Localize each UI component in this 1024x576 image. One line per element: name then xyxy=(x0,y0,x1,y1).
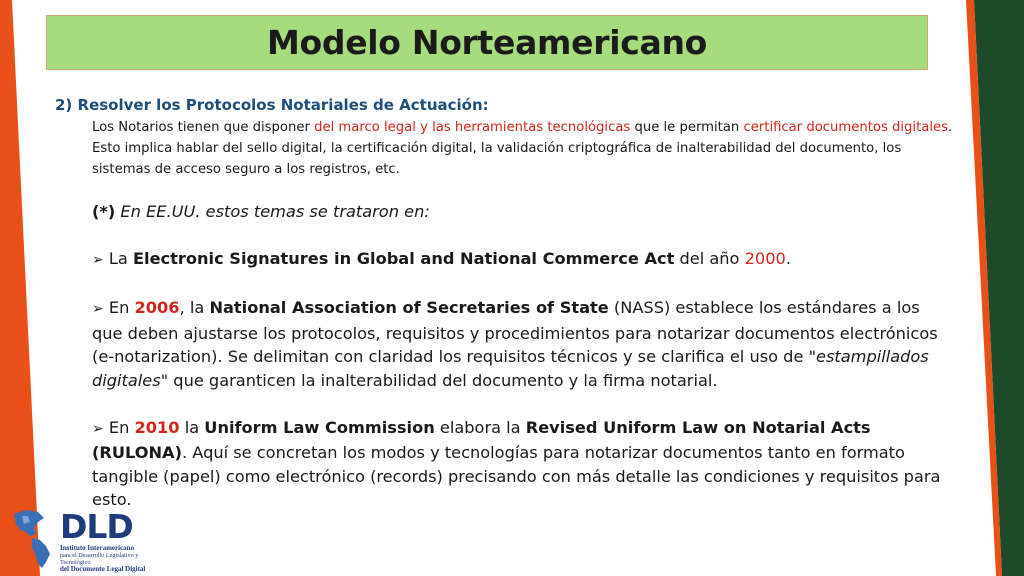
bullet-org-name: Uniform Law Commission xyxy=(204,417,435,437)
logo-line: del Documento Legal Digital xyxy=(60,565,146,573)
intro-text: Los Notarios tienen que disponer xyxy=(92,120,315,135)
bullet-italic-term: estampillados digitales xyxy=(92,347,929,390)
intro-highlight-legal-framework: del marco legal y las herramientas tecnológicas xyxy=(314,120,631,135)
intro-text: que le permitan xyxy=(630,120,744,135)
intro-paragraph xyxy=(92,117,962,180)
bullet-text: la xyxy=(179,417,205,437)
note-marker: (*) xyxy=(92,202,116,221)
logo-subtitle xyxy=(60,545,150,573)
note-text: En EE.UU. estos temas se trataron en: xyxy=(115,202,430,221)
bullet-text: . xyxy=(785,249,791,268)
arrow-bullet-icon: ➢ xyxy=(92,252,104,268)
arrow-bullet-icon: ➢ xyxy=(92,420,104,437)
bullet-year: 2000 xyxy=(744,249,786,268)
slide-title: Modelo Norteamericano xyxy=(266,23,708,62)
bullet-year: 2006 xyxy=(134,298,180,317)
logo-wordmark: DLD xyxy=(60,507,133,546)
right-green-stripe xyxy=(944,0,1024,576)
intro-highlight-certify: certificar documentos digitales xyxy=(743,120,948,135)
bullet-text: En xyxy=(103,298,135,317)
bullet-text: (NASS) establece los estándares a los que deben ajustarse los protocolos, requisitos y procedimientos para notarizar documentos electrónicos (e-notarization). Se delimitan con claridad los requisitos técnicos y se clarifica el uso de " xyxy=(92,298,938,366)
note-line xyxy=(92,200,952,224)
bullet-text: , la xyxy=(179,298,210,317)
bullet-act-name: Electronic Signatures in Global and National Commerce Act xyxy=(132,249,675,268)
bullet-org-name: National Association of Secretaries of State xyxy=(209,298,609,317)
bullet-text: La xyxy=(103,249,133,268)
bullet-text: del año xyxy=(674,249,745,268)
bullet-year: 2010 xyxy=(134,417,180,437)
bullet-text: . Aquí se concretan los modos y tecnologías para notarizar documentos tanto en formato tangible (papel) como electrónico (records) precisando con más detalle las condiciones y requisitos para esto. xyxy=(92,443,941,509)
bullet-item-rulona xyxy=(92,416,952,512)
section-heading: 2) Resolver los Protocolos Notariales de Actuación: xyxy=(55,96,489,114)
bullet-text: " que garanticen la inalterabilidad del documento y la firma notarial. xyxy=(160,370,718,390)
left-orange-stripe xyxy=(0,0,40,576)
bullet-text: En xyxy=(103,417,135,437)
logo-line: para el Desarrollo Legislativo y Tecnológico xyxy=(60,552,139,566)
intro-text: . Esto implica hablar del sello digital, la certificación digital, la validación criptográfica de inalterabilidad del documento, los sistemas de acceso seguro a los registros, etc. xyxy=(92,120,953,177)
body-content xyxy=(92,200,952,512)
bullet-item-esign xyxy=(92,247,952,273)
bullet-item-nass xyxy=(92,296,952,392)
bullet-law-name: Revised Uniform Law on Notarial Acts (RULONA) xyxy=(92,417,871,462)
logo-line: Instituto Interamericano xyxy=(60,544,135,552)
bullet-text: elabora la xyxy=(434,417,526,437)
arrow-bullet-icon: ➢ xyxy=(92,301,104,317)
title-banner xyxy=(46,15,928,70)
